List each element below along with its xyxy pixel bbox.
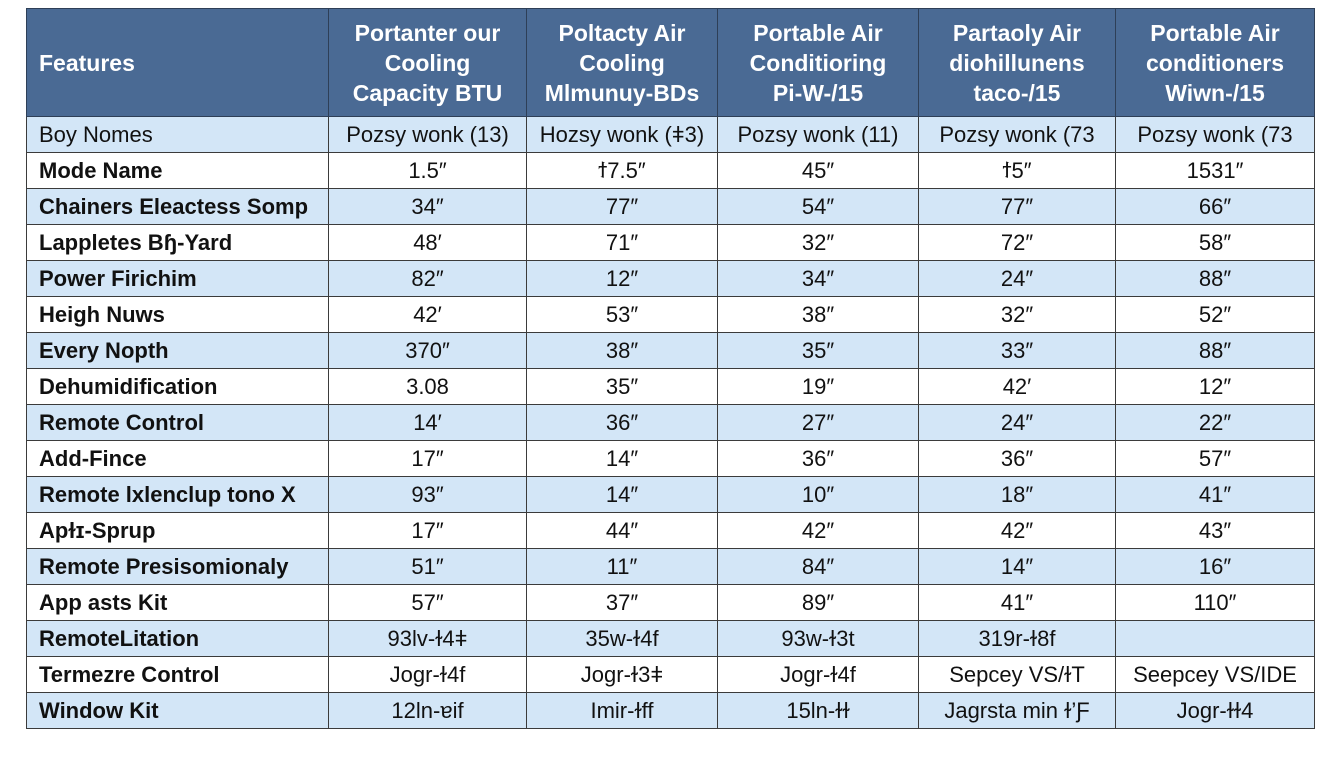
header-cell-features: Features: [27, 9, 329, 117]
value-cell: 14′: [329, 405, 527, 441]
value-cell: 44″: [527, 513, 718, 549]
table-row: [27, 477, 1315, 513]
table-row: [27, 441, 1315, 477]
feature-cell: App asts Kit: [27, 585, 329, 621]
value-cell: 84″: [718, 549, 919, 585]
table-row: [27, 333, 1315, 369]
value-cell: 34″: [329, 189, 527, 225]
table-row: [27, 261, 1315, 297]
value-cell: 14″: [919, 549, 1116, 585]
value-cell: 1.5″: [329, 153, 527, 189]
comparison-table: [26, 8, 1315, 729]
value-cell: Pozsy wonk (73: [919, 117, 1116, 153]
value-cell: 35″: [718, 333, 919, 369]
table-row: [27, 405, 1315, 441]
value-cell: 88″: [1116, 333, 1315, 369]
value-cell: 48′: [329, 225, 527, 261]
value-cell: Jogr-ɫɫ4: [1116, 693, 1315, 729]
table-row: [27, 117, 1315, 153]
value-cell: Sepcey VS/ɫT: [919, 657, 1116, 693]
value-cell: 36″: [718, 441, 919, 477]
feature-cell: RemoteLitation: [27, 621, 329, 657]
value-cell: Jogr-ɫ4f: [329, 657, 527, 693]
feature-cell: Power Firichim: [27, 261, 329, 297]
table-row: [27, 189, 1315, 225]
value-cell: 51″: [329, 549, 527, 585]
value-cell: 71″: [527, 225, 718, 261]
value-cell: 42″: [919, 513, 1116, 549]
value-cell: 38″: [527, 333, 718, 369]
value-cell: 57″: [329, 585, 527, 621]
value-cell: 35w-ɫ4f: [527, 621, 718, 657]
value-cell: 89″: [718, 585, 919, 621]
value-cell: 42′: [919, 369, 1116, 405]
value-cell: 36″: [919, 441, 1116, 477]
feature-cell: Window Kit: [27, 693, 329, 729]
feature-cell: Apɫɪ-Sprup: [27, 513, 329, 549]
value-cell: 319r-ɫ8f: [919, 621, 1116, 657]
table-row: [27, 657, 1315, 693]
value-cell: 77″: [527, 189, 718, 225]
value-cell: ϯ7.5″: [527, 153, 718, 189]
value-cell: 41″: [1116, 477, 1315, 513]
feature-cell: Add-Fince: [27, 441, 329, 477]
table-row: [27, 153, 1315, 189]
value-cell: ϯ5″: [919, 153, 1116, 189]
value-cell: 19″: [718, 369, 919, 405]
feature-cell: Boy Nomes: [27, 117, 329, 153]
value-cell: Pozsy wonk (11): [718, 117, 919, 153]
value-cell: 14″: [527, 477, 718, 513]
value-cell: 3.08: [329, 369, 527, 405]
value-cell: 53″: [527, 297, 718, 333]
value-cell: 12ln-ɐif: [329, 693, 527, 729]
feature-cell: Lappletes Bɧ-Yard: [27, 225, 329, 261]
value-cell: 24″: [919, 405, 1116, 441]
value-cell: Hozsy wonk (ǂ3): [527, 117, 718, 153]
value-cell: 35″: [527, 369, 718, 405]
feature-cell: Dehumidification: [27, 369, 329, 405]
value-cell: Pozsy wonk (13): [329, 117, 527, 153]
value-cell: 14″: [527, 441, 718, 477]
value-cell: 1531″: [1116, 153, 1315, 189]
comparison-table-container: [26, 8, 1314, 729]
header-cell-model-5: Portable Air conditioners Wiwn-/15: [1116, 9, 1315, 117]
value-cell: 10″: [718, 477, 919, 513]
table-row: [27, 369, 1315, 405]
table-row: [27, 693, 1315, 729]
value-cell: 32″: [718, 225, 919, 261]
value-cell: 24″: [919, 261, 1116, 297]
value-cell: 17″: [329, 441, 527, 477]
value-cell: 93″: [329, 477, 527, 513]
value-cell: 93w-ɫ3t: [718, 621, 919, 657]
value-cell: 82″: [329, 261, 527, 297]
header-row: [27, 9, 1315, 117]
value-cell: Pozsy wonk (73: [1116, 117, 1315, 153]
feature-cell: Remote Control: [27, 405, 329, 441]
value-cell: 17″: [329, 513, 527, 549]
value-cell: Jogr-ɫ4f: [718, 657, 919, 693]
value-cell: 18″: [919, 477, 1116, 513]
header-cell-model-3: Portable Air Conditioring Pi-W-/15: [718, 9, 919, 117]
value-cell: 52″: [1116, 297, 1315, 333]
header-cell-model-1: Portanter our Cooling Capacity BTU: [329, 9, 527, 117]
value-cell: 16″: [1116, 549, 1315, 585]
header-cell-model-2: Poltacty Air Cooling Mlmunuy-BDs: [527, 9, 718, 117]
feature-cell: Remote Presisomionaly: [27, 549, 329, 585]
value-cell: 11″: [527, 549, 718, 585]
table-body: [27, 117, 1315, 729]
value-cell: 42′: [329, 297, 527, 333]
value-cell: 34″: [718, 261, 919, 297]
value-cell: 36″: [527, 405, 718, 441]
value-cell: 93lv-ɫ4ǂ: [329, 621, 527, 657]
value-cell: Jogr-ɫ3ǂ: [527, 657, 718, 693]
header-cell-model-4: Partaoly Air diohillunens taco-/15: [919, 9, 1116, 117]
table-row: [27, 297, 1315, 333]
feature-cell: Mode Name: [27, 153, 329, 189]
table-row: [27, 585, 1315, 621]
value-cell: 43″: [1116, 513, 1315, 549]
value-cell: Seepcey VS/IDE: [1116, 657, 1315, 693]
table-row: [27, 549, 1315, 585]
value-cell: 37″: [527, 585, 718, 621]
value-cell: 57″: [1116, 441, 1315, 477]
value-cell: 42″: [718, 513, 919, 549]
feature-cell: Every Nopth: [27, 333, 329, 369]
table-header: [27, 9, 1315, 117]
feature-cell: Remote lxlenclup tono X: [27, 477, 329, 513]
value-cell: Jagrsta min ɫ’Ƒ: [919, 693, 1116, 729]
value-cell: 15ln-ɫɫ: [718, 693, 919, 729]
table-row: [27, 621, 1315, 657]
value-cell: 72″: [919, 225, 1116, 261]
value-cell: 32″: [919, 297, 1116, 333]
value-cell: 77″: [919, 189, 1116, 225]
value-cell: 88″: [1116, 261, 1315, 297]
feature-cell: Chainers Eleactess Somp: [27, 189, 329, 225]
value-cell: 22″: [1116, 405, 1315, 441]
value-cell: 58″: [1116, 225, 1315, 261]
table-row: [27, 513, 1315, 549]
feature-cell: Termezre Control: [27, 657, 329, 693]
value-cell: 41″: [919, 585, 1116, 621]
feature-cell: Heigh Nuws: [27, 297, 329, 333]
value-cell: Imir-ɫff: [527, 693, 718, 729]
value-cell: 54″: [718, 189, 919, 225]
value-cell: 66″: [1116, 189, 1315, 225]
value-cell: 33″: [919, 333, 1116, 369]
value-cell: 12″: [1116, 369, 1315, 405]
value-cell: 110″: [1116, 585, 1315, 621]
value-cell: 12″: [527, 261, 718, 297]
value-cell: [1116, 621, 1315, 657]
value-cell: 45″: [718, 153, 919, 189]
value-cell: 27″: [718, 405, 919, 441]
value-cell: 370″: [329, 333, 527, 369]
table-row: [27, 225, 1315, 261]
value-cell: 38″: [718, 297, 919, 333]
